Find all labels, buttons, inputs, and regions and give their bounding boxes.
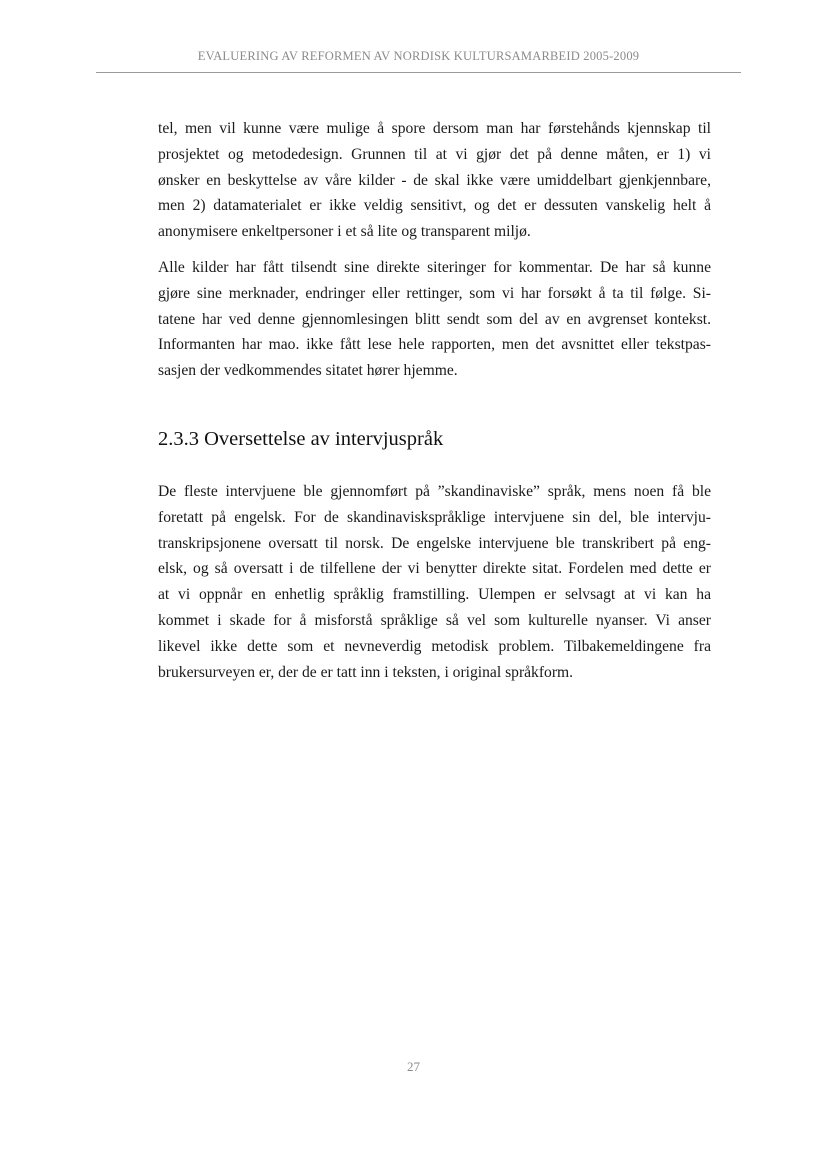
paragraph-2 [158,255,711,384]
header-divider [96,72,741,73]
section-paragraph [158,479,711,685]
text-line: ønsker en beskyttelse av våre kilder - de skal ikke være umiddelbart gjenkjennbare, [158,171,711,189]
text-line: gjøre sine merknader, endringer eller rettinger, som vi har forsøkt å ta til følge. Si- [158,284,711,302]
text-line: at vi oppnår en enhetlig språklig framstilling. Ulempen er selvsagt at vi kan ha [158,586,711,604]
text-line: transkripsjonene oversatt til norsk. De engelske intervjuene ble transkribert på eng- [158,534,711,552]
page-body [158,116,711,695]
running-header: EVALUERING AV REFORMEN AV NORDISK KULTURSAMARBEID 2005-2009 [197,49,640,63]
section-heading: 2.3.3 Oversettelse av intervjuspråk [158,427,444,450]
page-number: 27 [407,1059,420,1074]
text-line: prosjektet og metodedesign. Grunnen til at vi gjør det på denne måten, er 1) vi [158,145,711,163]
text-line: foretatt på engelsk. For de skandinaviskspråklige intervjuene sin del, ble intervju- [158,508,711,526]
text-line: kommet i skade for å misforstå språklige så vel som kulturelle nyanser. Vi anser [158,611,711,629]
text-line: Alle kilder har fått tilsendt sine direkte siteringer for kommentar. De har så kunne [158,258,711,276]
text-line: Informanten har mao. ikke fått lese hele rapporten, men det avsnittet eller tekstpas- [158,336,711,354]
text-line: elsk, og så oversatt i de tilfellene der vi benytter direkte sitat. Fordelen med dette er [158,560,711,578]
text-line: tatene har ved denne gjennomlesingen blitt sendt som del av en avgrenset kontekst. [158,310,711,328]
text-line: tel, men vil kunne være mulige å spore dersom man har førstehånds kjennskap til [158,120,711,137]
paragraph-1 [158,116,711,245]
text-line: likevel ikke dette som et nevneverdig metodisk problem. Tilbakemeldingene fra [158,637,711,655]
text-line: brukersurveyen er, der de er tatt inn i teksten, i original språkform. [158,663,574,681]
text-line: De fleste intervjuene ble gjennomført på ”skandinaviske” språk, mens noen få ble [158,482,711,500]
text-line: anonymisere enkeltpersoner i et så lite og transparent miljø. [158,223,531,241]
text-line: sasjen der vedkommendes sitatet hører hjemme. [158,362,458,380]
text-line: men 2) datamaterialet er ikke veldig sensitivt, og det er dessuten vanskelig helt å [158,197,711,215]
